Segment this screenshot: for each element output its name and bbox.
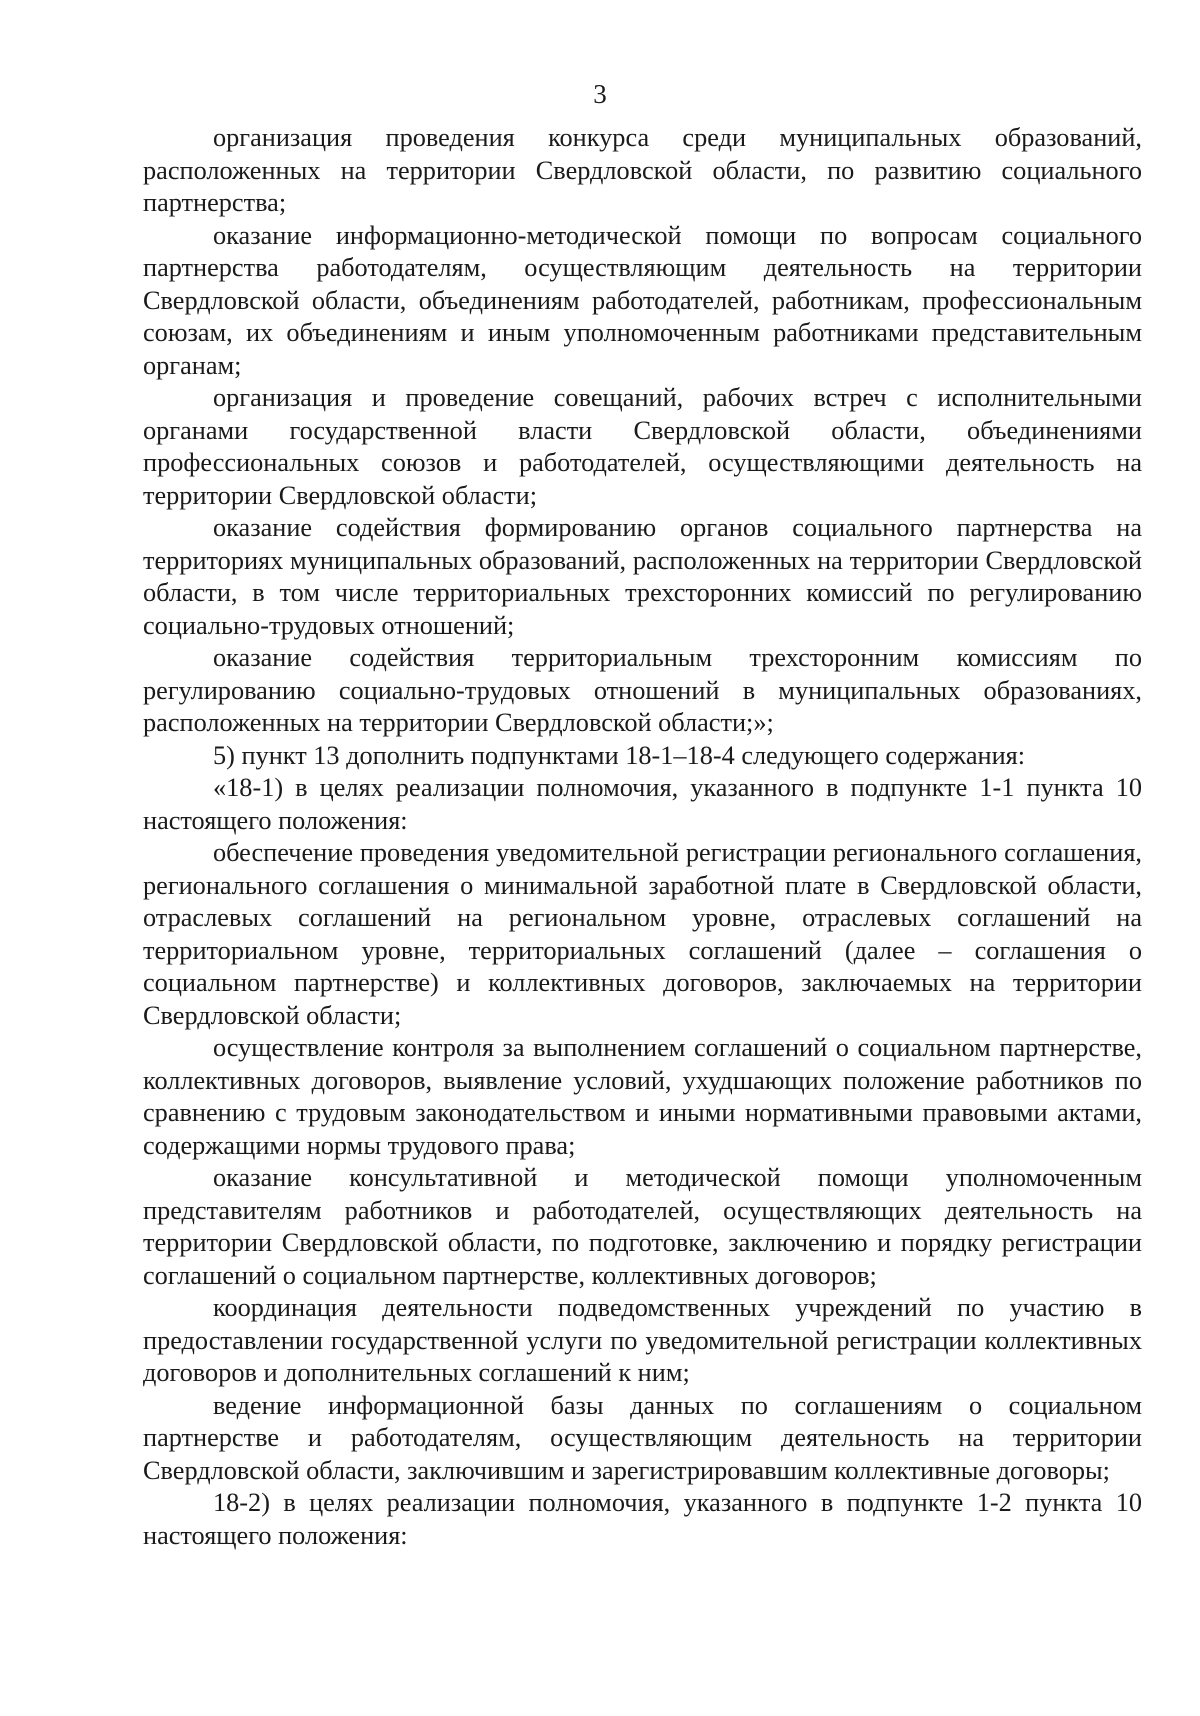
document-body: [143, 122, 1142, 1552]
paragraph-item-5: 5) пункт 13 дополнить подпунктами 18-1–18-4 следующего содержания:: [213, 740, 1026, 770]
paragraph-contest-organization: организация проведения конкурса среди муниципальных образований, расположенных на территории Свердловской области, по развитию социального партнерства;: [143, 123, 1142, 217]
paragraph-methodical-assistance: оказание информационно-методической помощи по вопросам социального партнерства работодателям, осуществляющим деятельность на территории Свердловской области, объединениям работодателей, работникам, профессиональным союзам, их объединениям и иным уполномоченным работниками представительным органам;: [143, 220, 1142, 380]
paragraph-notification-registration: обеспечение проведения уведомительной регистрации регионального соглашения, регионального соглашения о минимальной заработной плате в Свердловской области, отраслевых соглашений на региональном уровне, отраслевых соглашений на территориальном уровне, территориальных соглашений (далее – соглашения о социальном партнерстве) и коллективных договоров, заключаемых на территории Свердловской области;: [143, 838, 1142, 1030]
page-number: 3: [593, 79, 607, 109]
paragraph-coordination: координация деятельности подведомственных учреждений по участию в предоставлении государственной услуги по уведомительной регистрации коллективных договоров и дополнительных соглашений к ним;: [143, 1293, 1142, 1387]
paragraph-control: осуществление контроля за выполнением соглашений о социальном партнерстве, коллективных договоров, выявление условий, ухудшающих положение работников по сравнению с трудовым законодательством и иными нормативными правовыми актами, содержащими нормы трудового права;: [143, 1033, 1142, 1160]
paragraph-database: ведение информационной базы данных по соглашениям о социальном партнерстве и работодателям, осуществляющим деятельность на территории Свердловской области, заключившим и зарегистрировавшим коллективные договоры;: [143, 1390, 1142, 1485]
paragraph-meetings-organization: организация и проведение совещаний, рабочих встреч с исполнительными органами государственной власти Свердловской области, объединениями профессиональных союзов и работодателей, осуществляющими деятельность на территории Свердловской области;: [143, 383, 1142, 510]
paragraph-partnership-bodies: оказание содействия формированию органов социального партнерства на территориях муниципальных образований, расположенных на территории Свердловской области, в том числе территориальных трехсторонних комиссий по регулированию социально-трудовых отношений;: [143, 513, 1142, 640]
paragraph-subitem-18-2: 18-2) в целях реализации полномочия, указанного в подпункте 1-2 пункта 10 настоящего положения:: [143, 1488, 1142, 1550]
paragraph-consultative-assistance: оказание консультативной и методической помощи уполномоченным представителям работников и работодателей, осуществляющих деятельность на территории Свердловской области, по подготовке, заключению и порядку регистрации соглашений о социальном партнерстве, коллективных договоров;: [143, 1163, 1142, 1290]
paragraph-commission-assistance: оказание содействия территориальным трехсторонним комиссиям по регулированию социально-трудовых отношений в муниципальных образованиях, расположенных на территории Свердловской области;»;: [143, 643, 1142, 737]
paragraph-subitem-18-1: «18-1) в целях реализации полномочия, указанного в подпункте 1-1 пункта 10 настоящего положения:: [143, 773, 1142, 835]
